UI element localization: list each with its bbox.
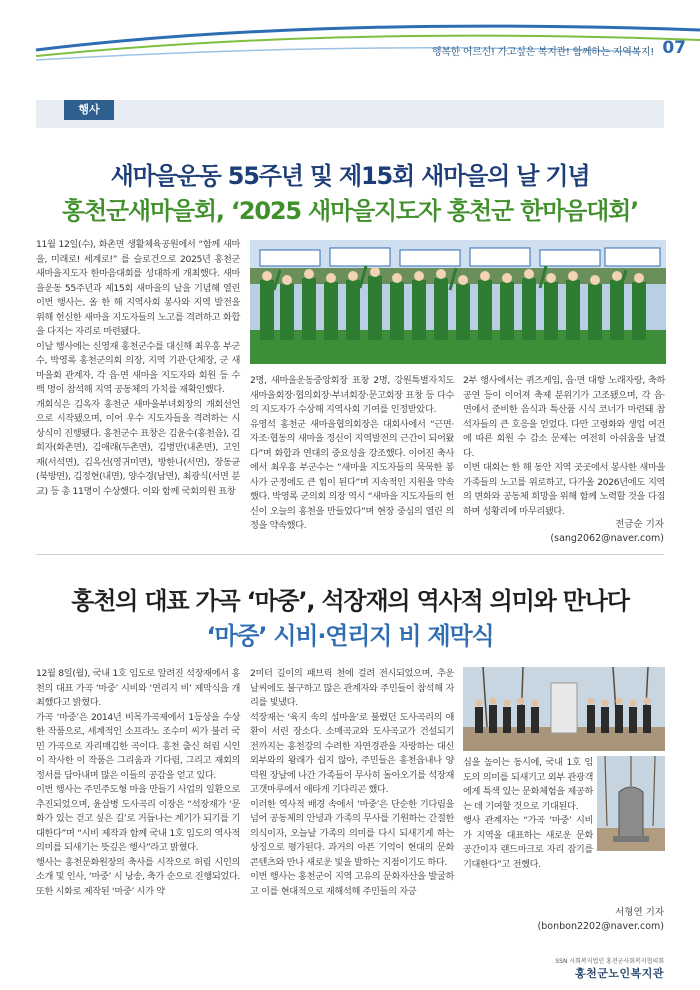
article2-column-1	[36, 667, 240, 899]
paragraph: 행사는 홍천문화원장의 축사를 시작으로 허림 시인의 소개 및 인사, ‘마중’ 시 낭송, 축가 순으로 진행되었다. 또한 시화로 제작된 ‘마중’ 시가 약	[36, 856, 240, 897]
article2-column-3	[463, 756, 593, 872]
paragraph: 이번 행사는 홍천군이 지역 고유의 문화자산을 발굴하고 이를 현대적으로 재해석해 주민들의 자긍	[250, 871, 454, 897]
paragraph: 심을 높이는 동시에, 국내 1호 임도의 의미를 되새기고 외부 관광객에게 특색 있는 문화체험을 제공하는 데 기여할 것으로 기대된다.	[463, 757, 593, 812]
article2-title-line1: 홍천의 대표 가곡 ‘마중’, 석장재의 역사적 의미와 만나다	[71, 587, 629, 615]
article1-author: 전금순 기자	[615, 519, 664, 530]
paragraph: 이번 대회는 한 해 동안 지역 곳곳에서 봉사한 새마을 가족들의 노고를 위로하고, 다가올 2026년에도 지역의 변화와 공동체 희망을 위해 함께 노력할 것을 다짐하며 성황리에 마무리됐다.	[463, 462, 665, 517]
article-separator	[36, 554, 664, 555]
header-swoosh	[0, 0, 700, 80]
article2-title-line2: ‘마중’ 시비·연리지 비 제막식	[206, 622, 494, 650]
article1-title-line1: 새마을운동 55주년 및 제15회 새마을의 날 기념	[110, 162, 590, 190]
paragraph: 12월 8일(월), 국내 1호 임도로 알려진 석장재에서 홍천의 대표 가곡 ‘마중’ 시비와 ‘연리지 비’ 제막식을 개최했다고 밝혔다.	[36, 668, 240, 708]
article2-column-2	[250, 667, 454, 899]
paragraph: 2미터 길이의 패브릭 천에 걸려 전시되었으며, 추운 날씨에도 불구하고 많은 관계자와 주민들이 참석해 자리를 빛냈다.	[250, 668, 454, 708]
paragraph: 이날 행사에는 신영재 홍천군수를 대신해 최우흥 부군수, 박영록 홍천군의회 의장, 지역 기관·단체장, 군 새마을회 관계자, 각 읍·면 새마을 지도자와 회원 등 수백 명이 참석해 지역 공동체의 가치를 재확인했다.	[36, 340, 240, 395]
paragraph: 11월 12일(수), 화촌면 생활체육공원에서 “함께 새마을, 미래로! 세계로!” 를 슬로건으로 2025년 홍천군 새마을지도자 한마음대회를 성대하게 개최했다. 새마을운동 55주년과 제15회 새마을의 날을 기념해 열린 이번 행사는, 올 한 해 지역사회 봉사와 지역 발전을 위해 헌신한 새마을 지도자들의 노고를 격려하고 화합을 다지는 자리로 마련됐다.	[36, 239, 240, 337]
organization-subtitle: SSN 사회복지법인 홍천군사회복지협의회	[555, 958, 664, 965]
paragraph: 석장재는 ‘육지 속의 섬마을’로 불렸던 도사곡리의 애환이 서린 장소다. 소매곡교와 도사곡교가 건설되기 전까지는 홍천강의 수려한 자연경관을 자랑하는 대신 외부와의 왕래가 쉽지 않아, 주민들은 홍천읍내나 양덕원 장날에 나간 가족들이 무사히 돌아오기를 석장재 고갯마루에서 애타게 기다리곤 했다.	[250, 711, 454, 795]
saemaul-event-photo	[250, 240, 666, 364]
article1-email: (sang2062@naver.com)	[550, 533, 664, 544]
paragraph: 이번 행사는 주민주도형 마을 만들기 사업의 일환으로 추진되었으며, 윤삼병 도사곡리 이장은 “석장재가 ‘문화가 있는 걷고 싶은 길’로 거듭나는 계기가 되기를 기대한다”며 “시비 제작과 함께 국내 1호 임도의 역사적 의미를 되새기는 뜻깊은 행사”라고 밝혔다.	[36, 784, 240, 853]
unveiling-ceremony-photo	[463, 667, 665, 751]
paragraph: 개회식은 김옥자 홍천군 새마을부녀회장의 개회선언으로 시작됐으며, 이어 우수 지도자들을 격려하는 시상식이 진행됐다. 홍천군수 표창은 김윤수(홍천읍), 김희자(화촌면), 김애래(두촌면), 김병만(내촌면), 고인재(서석면), 김옥선(영귀미면), 방한나(서면), 장동균(북방면), 김정현(내면), 양수경(남면), 최광식(서면 분교) 등 총 11명이 수상했다. 이와 함께 국회의원 표창	[36, 398, 240, 497]
page-number: 07	[662, 38, 686, 58]
paragraph: 이러한 역사적 배경 속에서 ‘마중’은 단순한 기다림을 넘어 공동체의 안녕과 가족의 무사를 기원하는 간절한 의식이자, 오늘날 가족의 의미를 다시 되새기게 하는 상징으로 평가된다. 과거의 아픈 기억이 현대의 문화 콘텐츠와 만나 새로운 빛을 발하는 지점이기도 하다.	[250, 798, 454, 868]
article2-email: (bonbon2202@naver.com)	[537, 921, 664, 932]
article1-column-1	[36, 238, 240, 499]
paragraph: 가곡 ‘마중’은 2014년 비목가곡제에서 1등상을 수상한 작품으로, 세계적인 소프라노 조수미 씨가 불러 국민 가곡으로 자리매김한 곡이다. 홍천 출신 허림 시인이 작사한 이 작품은 그리움과 기다림, 그리고 재회의 정서를 담아내며 많은 이들의 공감을 얻고 있다.	[36, 711, 240, 781]
section-band	[36, 100, 664, 128]
footer-organization-logo	[555, 956, 664, 981]
article1-title-line2: 홍천군새마을회, ‘2025 새마을지도자 홍천군 한마음대회’	[61, 197, 639, 225]
article2-author: 서형연 기자	[615, 907, 664, 918]
header-slogan: 행복한 어르신! 가고싶은 복지관! 함께하는 지역복지!	[431, 47, 654, 58]
paragraph: 유영석 홍천군 새마을협의회장은 대회사에서 “근면·자조·협동의 새마을 정신이 지역발전의 근간이 되어왔다”며 화합과 연대의 중요성을 강조했다. 이어진 축사에서 최우흥 부군수는 “새마을 지도자들의 묵묵한 봉사가 군정에도 큰 힘이 된다”며 지속적인 지원을 약속했다. 박영록 군의회 의장 역시 “새마을 지도자들의 헌신이 오늘의 홍천을 만들었다”며 현장 중심의 열린 의정을 약속했다.	[250, 418, 455, 531]
organization-name: 홍천군노인복지관	[574, 967, 664, 980]
paragraph: 행사 관계자는 “가곡 ‘마중’ 시비가 지역을 대표하는 새로운 문화 공간이자 랜드마크로 자리 잡기를 기대한다”고 전했다.	[463, 815, 593, 870]
section-category-label: 행사	[64, 100, 114, 120]
paragraph: 2명, 새마을운동중앙회장 표창 2명, 강원특별자치도 새마을회장·협의회장·부녀회장·문고회장 표창 등 다수의 지도자가 수상해 지역사회 기여를 인정받았다.	[250, 375, 454, 415]
article1-column-3	[463, 374, 665, 519]
article1-column-2	[250, 374, 454, 534]
monument-stone-photo	[597, 756, 665, 851]
paragraph: 2부 행사에서는 퀴즈게임, 읍·면 대항 노래자랑, 축하 공연 등이 이어져 축제 분위기가 고조됐으며, 각 읍·면에서 준비한 음식과 특산품 시식 코너가 마련돼 참석자들의 큰 호응을 얻었다. 다만 고령화와 생업 여건에 따른 회원 수 감소 문제는 여전히 아쉬움을 남겼다.	[463, 375, 665, 459]
